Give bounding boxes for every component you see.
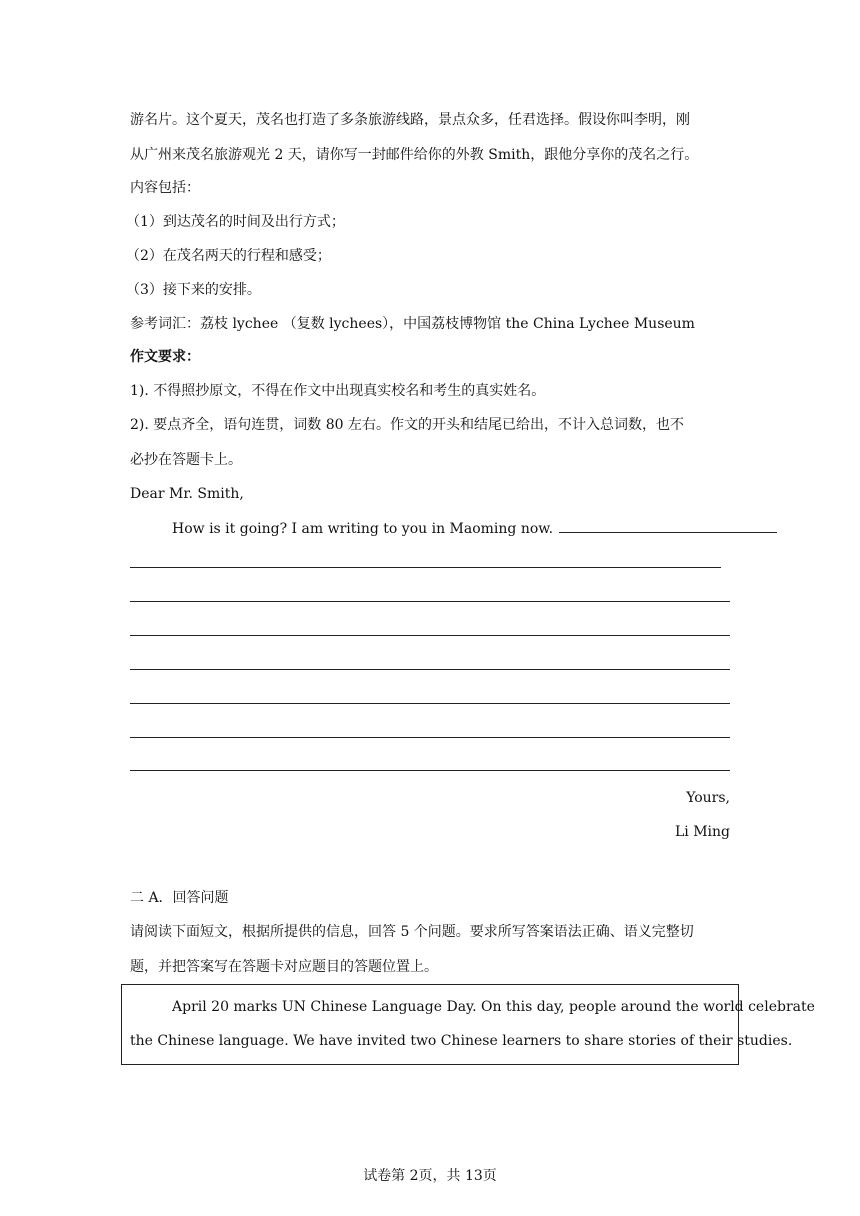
section-heading: 二 A．回答问题 — [130, 890, 229, 906]
answer-line[interactable] — [130, 567, 721, 568]
passage-line-1: April 20 marks UN Chinese Language Day. On this day, people around the world celebrate — [172, 999, 815, 1015]
instruction-line-2: 题，并把答案写在答题卡对应题目的答题位置上。 — [130, 959, 438, 975]
intro-line-1: 游名片。这个夏天，茂名也打造了多条旅游线路，景点众多，任君选择。假设你叫李明，刚 — [130, 112, 690, 128]
answer-line[interactable] — [130, 770, 730, 771]
closing: Yours, — [686, 790, 730, 806]
answer-line[interactable] — [130, 669, 730, 670]
passage-box — [121, 984, 815, 1065]
intro-line-2: 从广州来茂名旅游观光 2 天，请你写一封邮件给你的外教 Smith，跟他分享你的茂名之行。 — [130, 147, 699, 163]
requirements-heading: 作文要求： — [130, 349, 200, 365]
opening-sentence-row — [172, 518, 777, 539]
requirement-1: 1). 不得照抄原文，不得在作文中出现真实校名和考生的真实姓名。 — [130, 383, 546, 399]
content-heading: 内容包括： — [130, 180, 200, 196]
passage-line-2: the Chinese language. We have invited two Chinese learners to share stories of their studies. — [130, 1033, 793, 1049]
instruction-line-1: 请阅读下面短文，根据所提供的信息，回答 5 个问题。要求所写答案语法正确、语义完整切 — [130, 924, 694, 940]
answer-line[interactable] — [130, 703, 730, 704]
answer-line[interactable] — [130, 601, 730, 602]
page-indicator: 试卷第 2页，共 13页 — [363, 1168, 497, 1184]
answer-line[interactable] — [130, 737, 730, 738]
point-3: （3）接下来的安排。 — [126, 282, 261, 298]
point-2: （2）在茂名两天的行程和感受； — [126, 248, 331, 264]
point-1: （1）到达茂名的时间及出行方式； — [126, 214, 345, 230]
requirement-2-line-2: 必抄在答题卡上。 — [130, 452, 242, 468]
salutation: Dear Mr. Smith, — [130, 486, 244, 502]
requirement-2-line-1: 2). 要点齐全，语句连贯，词数 80 左右。作文的开头和结尾已给出，不计入总词数，也不 — [130, 417, 684, 433]
vocab-reference: 参考词汇：荔枝 lychee （复数 lychees），中国荔枝博物馆 the China Lychee Museum — [130, 316, 695, 332]
signature: Li Ming — [674, 824, 730, 840]
answer-blank[interactable] — [559, 518, 777, 533]
opening-sentence: How is it going? I am writing to you in Maoming now. — [172, 521, 554, 537]
answer-line[interactable] — [130, 635, 730, 636]
